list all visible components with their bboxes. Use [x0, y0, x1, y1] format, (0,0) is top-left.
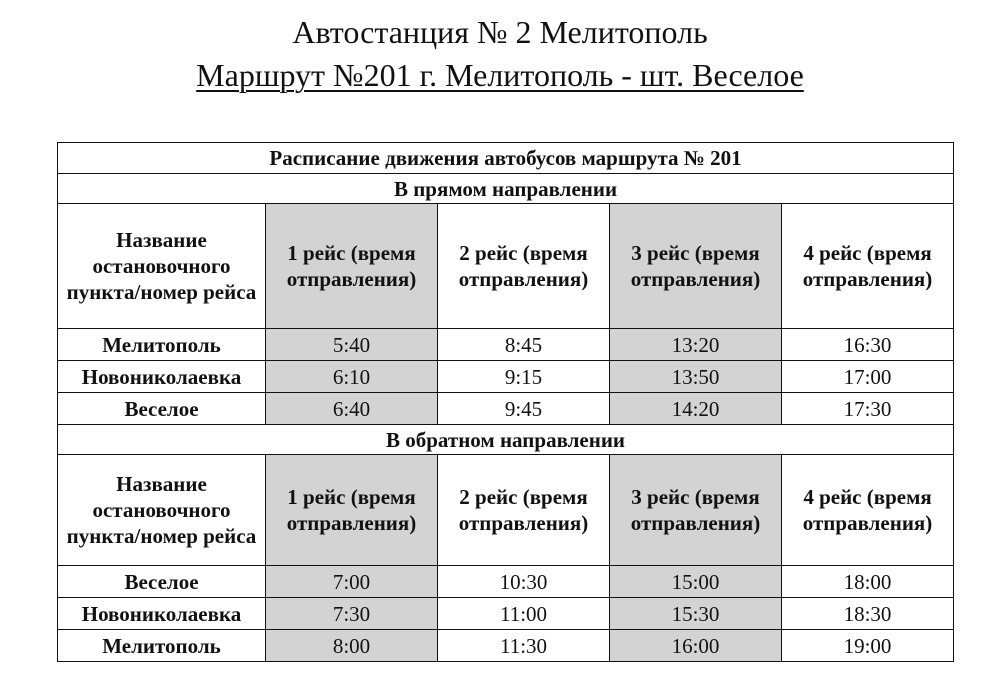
departure-time: 16:30: [782, 329, 954, 361]
stop-name: Новониколаевка: [58, 598, 266, 630]
departure-time: 17:30: [782, 393, 954, 425]
departure-time: 18:30: [782, 598, 954, 630]
table-title: Расписание движения автобусов маршрута № 201: [58, 143, 954, 174]
stop-name: Веселое: [58, 566, 266, 598]
stop-name: Мелитополь: [58, 329, 266, 361]
departure-time: 11:00: [438, 598, 610, 630]
departure-time: 11:30: [438, 630, 610, 662]
trip-4-header: 4 рейс (время отправления): [782, 455, 954, 566]
stop-name: Мелитополь: [58, 630, 266, 662]
departure-time: 19:00: [782, 630, 954, 662]
table-row: [58, 361, 954, 393]
departure-time: 15:30: [610, 598, 782, 630]
trip-2-header: 2 рейс (время отправления): [438, 204, 610, 329]
departure-time: 13:20: [610, 329, 782, 361]
table-row: [58, 630, 954, 662]
table-row: [58, 329, 954, 361]
trip-1-header: 1 рейс (время отправления): [266, 204, 438, 329]
route-title: [0, 57, 1000, 93]
departure-time: 6:10: [266, 361, 438, 393]
departure-time: 9:45: [438, 393, 610, 425]
stop-name: Веселое: [58, 393, 266, 425]
departure-time: 7:00: [266, 566, 438, 598]
station-title: Автостанция № 2 Мелитополь: [292, 14, 708, 50]
route-title-text: Маршрут №201 г. Мелитополь - шт. Веселое: [196, 57, 804, 93]
stop-column-header: Название остановочного пункта/номер рейса: [58, 455, 266, 566]
departure-time: 6:40: [266, 393, 438, 425]
stop-name: Новониколаевка: [58, 361, 266, 393]
reverse-direction-title: В обратном направлении: [58, 425, 954, 455]
table-row: [58, 566, 954, 598]
trip-4-header: 4 рейс (время отправления): [782, 204, 954, 329]
departure-time: 17:00: [782, 361, 954, 393]
trip-3-header: 3 рейс (время отправления): [610, 455, 782, 566]
departure-time: 8:00: [266, 630, 438, 662]
table-row: [58, 393, 954, 425]
departure-time: 18:00: [782, 566, 954, 598]
forward-direction-title: В прямом направлении: [58, 174, 954, 204]
departure-time: 13:50: [610, 361, 782, 393]
trip-3-header: 3 рейс (время отправления): [610, 204, 782, 329]
departure-time: 15:00: [610, 566, 782, 598]
trip-2-header: 2 рейс (время отправления): [438, 455, 610, 566]
departure-time: 14:20: [610, 393, 782, 425]
departure-time: 10:30: [438, 566, 610, 598]
departure-time: 7:30: [266, 598, 438, 630]
departure-time: 16:00: [610, 630, 782, 662]
table-row: [58, 598, 954, 630]
schedule-table: [57, 142, 954, 662]
departure-time: 5:40: [266, 329, 438, 361]
trip-1-header: 1 рейс (время отправления): [266, 455, 438, 566]
departure-time: 8:45: [438, 329, 610, 361]
departure-time: 9:15: [438, 361, 610, 393]
stop-column-header: Название остановочного пункта/номер рейса: [58, 204, 266, 329]
